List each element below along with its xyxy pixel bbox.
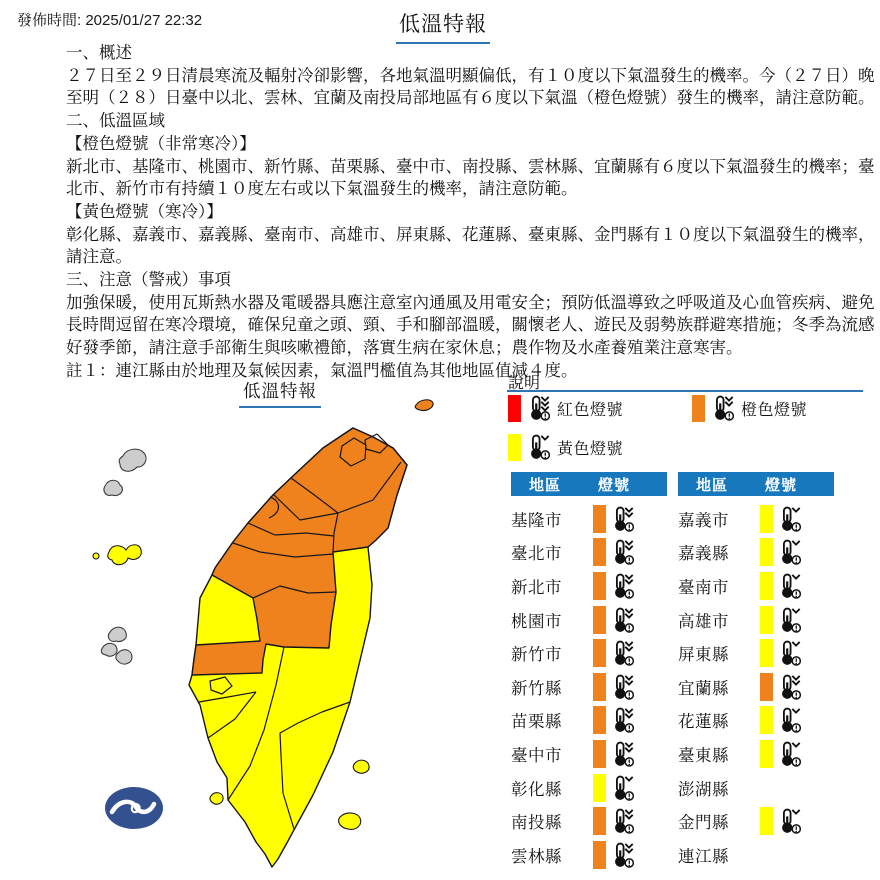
region-name: 屏東縣 bbox=[678, 646, 729, 665]
thermometer-icon bbox=[611, 640, 635, 666]
region-row bbox=[678, 670, 834, 704]
cwb-logo bbox=[105, 787, 163, 829]
table-header-left bbox=[511, 472, 667, 496]
table-header-right bbox=[678, 472, 834, 496]
region-row bbox=[511, 771, 667, 805]
thermometer-icon bbox=[611, 674, 635, 700]
region-name: 澎湖縣 bbox=[678, 780, 729, 799]
signal-swatch bbox=[593, 774, 606, 802]
island-diaoyutai bbox=[415, 400, 433, 411]
region-name: 臺南市 bbox=[678, 578, 729, 597]
region-row bbox=[511, 536, 667, 570]
signal-label: 橙色燈號 bbox=[741, 401, 808, 419]
island-penghu-3 bbox=[116, 650, 132, 664]
region-row bbox=[511, 636, 667, 670]
signal-swatch bbox=[593, 706, 606, 734]
thermometer-icon bbox=[611, 573, 635, 599]
thermometer-icon bbox=[778, 707, 802, 733]
signal-label: 紅色燈號 bbox=[557, 401, 624, 419]
thermometer-icon bbox=[611, 842, 635, 868]
region-name: 嘉義市 bbox=[678, 511, 729, 530]
region-row bbox=[511, 804, 667, 838]
signal-swatch bbox=[760, 505, 773, 533]
thermometer-icon bbox=[611, 539, 635, 565]
body-line: 好發季節，請注意手部衛生與咳嗽禮節，落實生病在家休息；農作物及水產養殖業注意寒害。 bbox=[66, 339, 743, 358]
body-line: 加強保暖，使用瓦斯熱水器及電暖器具應注意室內通風及用電安全；預防低溫導致之呼吸道及心血管疾病、避免 bbox=[66, 293, 875, 312]
region-row bbox=[511, 603, 667, 637]
island-kinmen bbox=[108, 545, 142, 565]
region-row bbox=[678, 502, 834, 536]
signal-swatch bbox=[760, 639, 773, 667]
signal-swatch bbox=[508, 395, 521, 422]
page-title: 低溫特報 bbox=[396, 8, 490, 44]
region-name: 花蓮縣 bbox=[678, 713, 729, 732]
island-matsu bbox=[119, 449, 146, 471]
region-name: 苗栗縣 bbox=[511, 713, 562, 732]
island-liuqiu bbox=[210, 793, 223, 804]
thermometer-icon bbox=[611, 607, 635, 633]
signal-swatch bbox=[692, 395, 705, 422]
thermometer-icon bbox=[778, 674, 802, 700]
thermometer-icon bbox=[611, 808, 635, 834]
thermometer-icon bbox=[611, 707, 635, 733]
region-name: 臺北市 bbox=[511, 545, 562, 564]
region-name: 嘉義縣 bbox=[678, 545, 729, 564]
region-row bbox=[511, 737, 667, 771]
section-heading: 二、低溫區域 bbox=[66, 112, 165, 131]
column-region: 地區 bbox=[529, 476, 562, 494]
island-penghu bbox=[108, 627, 126, 641]
region-name: 宜蘭縣 bbox=[678, 679, 729, 698]
region-table-right bbox=[678, 502, 834, 872]
note-line: 註１：連江縣由於地理及氣候因素，氣溫門檻值為其他地區值減４度。 bbox=[66, 361, 578, 380]
column-signal: 燈號 bbox=[765, 476, 798, 494]
body-line: 北市、新竹市有持續１０度左右或以下氣溫發生的機率，請注意防範。 bbox=[66, 180, 578, 199]
publish-time: 發佈時間: 2025/01/27 22:32 bbox=[17, 12, 203, 29]
region-row bbox=[678, 569, 834, 603]
thermometer-icon bbox=[778, 741, 802, 767]
thermometer-icon bbox=[778, 506, 802, 532]
thermometer-icon bbox=[778, 573, 802, 599]
region-name: 臺東縣 bbox=[678, 746, 729, 765]
region-name: 新北市 bbox=[511, 578, 562, 597]
thermometer-icon bbox=[778, 808, 802, 834]
signal-swatch bbox=[593, 505, 606, 533]
legend-heading: 說明 bbox=[508, 375, 541, 392]
thermometer-icon bbox=[527, 395, 551, 421]
region-name: 彰化縣 bbox=[511, 780, 562, 799]
signal-swatch bbox=[593, 639, 606, 667]
signal-swatch bbox=[760, 606, 773, 634]
thermometer-icon bbox=[778, 640, 802, 666]
region-row bbox=[511, 670, 667, 704]
legend-item-yellow bbox=[508, 433, 623, 461]
thermometer-icon bbox=[711, 395, 735, 421]
region-row bbox=[678, 771, 834, 805]
bulletin-text bbox=[66, 42, 875, 383]
region-name: 臺中市 bbox=[511, 746, 562, 765]
region-row bbox=[678, 536, 834, 570]
signal-swatch bbox=[593, 841, 606, 869]
column-signal: 燈號 bbox=[598, 476, 631, 494]
signal-swatch bbox=[593, 807, 606, 835]
legend-divider bbox=[507, 390, 863, 392]
region-row bbox=[678, 804, 834, 838]
signal-swatch bbox=[760, 538, 773, 566]
body-line: ２７日至２９日清晨寒流及輻射冷卻影響，各地氣溫明顯偏低，有１０度以下氣溫發生的機率。今（２７日）晚 bbox=[66, 66, 875, 85]
region-name: 新竹市 bbox=[511, 646, 562, 665]
body-line: 【橙色燈號（非常寒冷）】 bbox=[66, 134, 256, 153]
region-row bbox=[678, 603, 834, 637]
region-row bbox=[511, 704, 667, 738]
thermometer-icon bbox=[611, 741, 635, 767]
section-heading: 三、注意（警戒）事項 bbox=[66, 271, 231, 290]
region-row bbox=[511, 569, 667, 603]
island-matsu-2 bbox=[104, 480, 122, 495]
island-kinmen-islet bbox=[93, 553, 99, 559]
region-row bbox=[678, 737, 834, 771]
region-name: 連江縣 bbox=[678, 847, 729, 866]
thermometer-icon bbox=[778, 539, 802, 565]
region-name: 雲林縣 bbox=[511, 847, 562, 866]
legend-item-orange bbox=[692, 394, 807, 422]
signal-swatch bbox=[593, 673, 606, 701]
body-line: 【黃色燈號（寒冷）】 bbox=[66, 202, 223, 221]
island-orchid-island bbox=[339, 813, 361, 829]
body-line: 至明（２８）日臺中以北、雲林、宜蘭及南投局部地區有６度以下氣溫（橙色燈號）發生的機率，請注意防範。 bbox=[66, 89, 875, 108]
legend-item-red bbox=[508, 394, 623, 422]
signal-label: 黃色燈號 bbox=[557, 440, 624, 458]
body-line: 請注意。 bbox=[66, 248, 132, 267]
taiwan-alert-map bbox=[60, 385, 490, 880]
map-title: 低溫特報 bbox=[239, 378, 321, 408]
thermometer-icon bbox=[527, 434, 551, 460]
body-line: 長時間逗留在寒冷環境，確保兒童之頭、頸、手和腳部溫暖，關懷老人、遊民及弱勢族群避寒措施；冬季為流感 bbox=[66, 316, 875, 335]
region-row bbox=[678, 838, 834, 872]
thermometer-icon bbox=[611, 506, 635, 532]
region-row bbox=[511, 502, 667, 536]
signal-swatch bbox=[593, 740, 606, 768]
signal-swatch bbox=[508, 434, 521, 461]
signal-swatch bbox=[593, 538, 606, 566]
thermometer-icon bbox=[778, 607, 802, 633]
thermometer-icon bbox=[611, 775, 635, 801]
signal-swatch bbox=[593, 572, 606, 600]
region-row bbox=[678, 636, 834, 670]
signal-swatch bbox=[593, 606, 606, 634]
region-row bbox=[511, 838, 667, 872]
region-name: 高雄市 bbox=[678, 612, 729, 631]
region-name: 新竹縣 bbox=[511, 679, 562, 698]
island-green-island bbox=[353, 760, 369, 773]
signal-swatch bbox=[760, 807, 773, 835]
body-line: 彰化縣、嘉義市、嘉義縣、臺南市、高雄市、屏東縣、花蓮縣、臺東縣、金門縣有１０度以下氣溫發生的機率， bbox=[66, 225, 875, 244]
region-table-left bbox=[511, 502, 667, 872]
signal-swatch bbox=[760, 572, 773, 600]
signal-swatch bbox=[760, 706, 773, 734]
signal-swatch bbox=[760, 673, 773, 701]
section-heading: 一、概述 bbox=[66, 44, 132, 62]
region-name: 金門縣 bbox=[678, 814, 729, 833]
region-name: 桃園市 bbox=[511, 612, 562, 631]
island-penghu-2 bbox=[101, 643, 117, 656]
region-row bbox=[678, 704, 834, 738]
body-line: 新北市、基隆市、桃園市、新竹縣、苗栗縣、臺中市、南投縣、雲林縣、宜蘭縣有６度以下氣溫發生的機率；臺 bbox=[66, 157, 875, 176]
column-region: 地區 bbox=[696, 476, 729, 494]
signal-swatch bbox=[760, 740, 773, 768]
region-name: 基隆市 bbox=[511, 511, 562, 530]
region-name: 南投縣 bbox=[511, 814, 562, 833]
